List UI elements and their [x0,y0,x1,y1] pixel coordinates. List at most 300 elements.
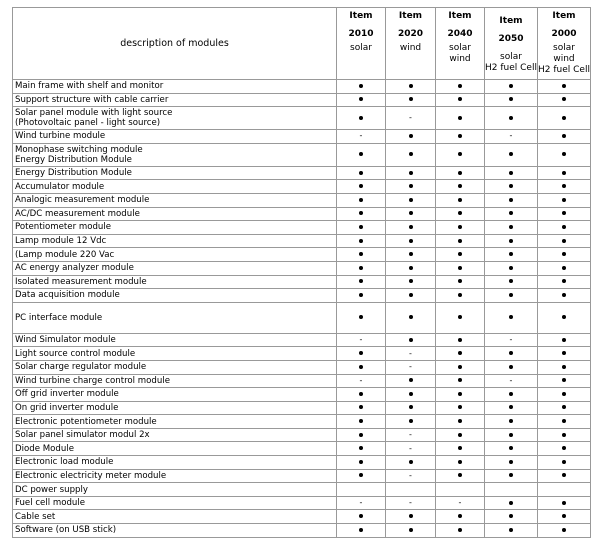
included-dot-icon [509,198,513,202]
availability-cell [386,333,436,347]
availability-cell [337,401,386,415]
availability-cell [386,193,436,207]
availability-cell [337,93,386,107]
included-dot-icon [409,378,413,382]
availability-cell [485,374,538,388]
table-row [13,275,591,289]
item-code: 2050 [498,34,524,44]
table-row [13,261,591,275]
availability-cell [436,510,485,524]
column-header [337,8,386,80]
included-dot-icon [509,293,513,297]
not-included-mark: - [458,498,462,508]
not-included-mark: - [409,113,412,123]
module-name: Solar panel module with light source (Photovoltaic panel - light source) [13,107,337,130]
availability-cell [337,207,386,221]
availability-cell [538,166,591,180]
availability-cell [337,388,386,402]
availability-cell [538,207,591,221]
availability-cell [386,374,436,388]
included-dot-icon [509,116,513,120]
availability-cell [485,248,538,262]
table-row [13,221,591,235]
included-dot-icon [359,225,363,229]
included-dot-icon [359,460,363,464]
included-dot-icon [562,501,566,505]
included-dot-icon [458,528,462,532]
included-dot-icon [458,473,462,477]
included-dot-icon [458,266,462,270]
availability-cell [436,456,485,470]
availability-cell [337,374,386,388]
included-dot-icon [458,315,462,319]
module-name: Support structure with cable carrier [13,93,337,107]
not-included-mark: - [359,335,363,345]
column-header [386,8,436,80]
included-dot-icon [562,378,566,382]
included-dot-icon [458,378,462,382]
availability-cell [337,415,386,429]
included-dot-icon [409,171,413,175]
included-dot-icon [359,171,363,175]
item-label: Item [398,11,423,21]
included-dot-icon [562,184,566,188]
table-row [13,80,591,94]
included-dot-icon [562,84,566,88]
availability-cell [386,207,436,221]
availability-cell [436,180,485,194]
availability-cell [386,289,436,303]
availability-cell [538,360,591,374]
availability-cell [386,524,436,538]
availability-cell [436,347,485,361]
included-dot-icon [458,446,462,450]
availability-cell [538,374,591,388]
included-dot-icon [509,501,513,505]
included-dot-icon [409,514,413,518]
availability-cell [386,388,436,402]
module-name: Isolated measurement module [13,275,337,289]
availability-cell [386,496,436,510]
availability-cell [436,80,485,94]
availability-cell [485,207,538,221]
included-dot-icon [458,293,462,297]
table-row [13,143,591,166]
included-dot-icon [562,315,566,319]
availability-cell [386,469,436,483]
included-dot-icon [562,152,566,156]
included-dot-icon [562,460,566,464]
availability-cell [436,289,485,303]
included-dot-icon [509,252,513,256]
table-row [13,510,591,524]
table-row [13,415,591,429]
included-dot-icon [458,460,462,464]
module-name: Fuel cell module [13,496,337,510]
table-row [13,248,591,262]
not-included-mark: - [359,375,363,385]
included-dot-icon [509,84,513,88]
included-dot-icon [359,473,363,477]
availability-cell [485,166,538,180]
table-row [13,388,591,402]
included-dot-icon [562,433,566,437]
included-dot-icon [509,225,513,229]
availability-cell [337,143,386,166]
availability-cell [436,333,485,347]
availability-cell [386,221,436,235]
availability-cell [386,80,436,94]
availability-cell [485,302,538,333]
included-dot-icon [509,446,513,450]
availability-cell [386,143,436,166]
module-name: Potentiometer module [13,221,337,235]
module-name: (Lamp module 220 Vac [13,248,337,262]
availability-cell [538,456,591,470]
included-dot-icon [409,211,413,215]
module-name: On grid inverter module [13,401,337,415]
availability-cell [386,275,436,289]
availability-cell [337,496,386,510]
table-row [13,207,591,221]
availability-cell [386,180,436,194]
column-header [538,8,591,80]
included-dot-icon [458,405,462,409]
included-dot-icon [359,198,363,202]
availability-cell [436,234,485,248]
availability-cell [485,130,538,144]
module-name: AC/DC measurement module [13,207,337,221]
included-dot-icon [458,116,462,120]
availability-cell [386,302,436,333]
included-dot-icon [359,514,363,518]
included-dot-icon [409,152,413,156]
table-row [13,456,591,470]
module-name: DC power supply [13,483,337,497]
availability-cell [386,401,436,415]
modules-table [12,7,591,538]
availability-cell [436,442,485,456]
module-name: Monophase switching module Energy Distribution Module [13,143,337,166]
included-dot-icon [409,252,413,256]
included-dot-icon [562,351,566,355]
item-type: solar wind [449,43,471,64]
included-dot-icon [562,211,566,215]
included-dot-icon [409,405,413,409]
module-name: AC energy analyzer module [13,261,337,275]
included-dot-icon [562,392,566,396]
availability-cell [485,456,538,470]
module-name: Off grid inverter module [13,388,337,402]
item-code: 2000 [551,29,577,39]
table-row [13,289,591,303]
module-name: Software (on USB stick) [13,524,337,538]
not-included-mark: - [509,375,513,385]
availability-cell [386,107,436,130]
included-dot-icon [458,419,462,423]
included-dot-icon [458,225,462,229]
module-name: Electronic load module [13,456,337,470]
included-dot-icon [458,279,462,283]
availability-cell [485,93,538,107]
included-dot-icon [509,514,513,518]
included-dot-icon [509,152,513,156]
availability-cell [485,496,538,510]
table-row [13,347,591,361]
item-code: 2010 [348,29,374,39]
availability-cell [436,401,485,415]
included-dot-icon [458,365,462,369]
availability-cell [538,524,591,538]
availability-cell [485,388,538,402]
availability-cell [337,193,386,207]
module-name: Light source control module [13,347,337,361]
included-dot-icon [562,252,566,256]
included-dot-icon [509,365,513,369]
availability-cell [337,510,386,524]
availability-cell [337,302,386,333]
availability-cell [386,261,436,275]
item-label: Item [552,11,576,21]
included-dot-icon [359,433,363,437]
included-dot-icon [562,198,566,202]
availability-cell [485,234,538,248]
availability-cell [436,261,485,275]
included-dot-icon [359,84,363,88]
availability-cell [436,524,485,538]
availability-cell [485,80,538,94]
included-dot-icon [458,239,462,243]
included-dot-icon [509,528,513,532]
included-dot-icon [562,225,566,229]
module-name: Electronic potentiometer module [13,415,337,429]
availability-cell [386,510,436,524]
not-included-mark: - [409,443,412,453]
availability-cell [337,360,386,374]
availability-cell [485,401,538,415]
table-header [13,8,591,80]
availability-cell [386,483,436,497]
availability-cell [436,374,485,388]
item-label: Item [448,11,472,21]
availability-cell [538,248,591,262]
included-dot-icon [359,239,363,243]
availability-cell [485,510,538,524]
availability-cell [538,388,591,402]
availability-cell [337,428,386,442]
included-dot-icon [458,152,462,156]
not-included-mark: - [359,498,363,508]
availability-cell [436,93,485,107]
module-name: Accumulator module [13,180,337,194]
table-row [13,234,591,248]
availability-cell [485,360,538,374]
included-dot-icon [562,97,566,101]
availability-cell [485,347,538,361]
item-type: solar [350,43,372,53]
availability-cell [436,496,485,510]
included-dot-icon [409,198,413,202]
availability-cell [485,180,538,194]
module-name: Wind Simulator module [13,333,337,347]
availability-cell [337,234,386,248]
availability-cell [485,415,538,429]
availability-cell [386,248,436,262]
included-dot-icon [509,97,513,101]
availability-cell [538,107,591,130]
item-label: Item [349,11,373,21]
included-dot-icon [409,97,413,101]
availability-cell [337,524,386,538]
availability-cell [436,275,485,289]
availability-cell [485,428,538,442]
availability-cell [337,166,386,180]
availability-cell [436,166,485,180]
included-dot-icon [562,528,566,532]
availability-cell [386,166,436,180]
not-included-mark: - [359,131,363,141]
table-row [13,360,591,374]
table-row [13,428,591,442]
not-included-mark: - [509,131,513,141]
module-name: Main frame with shelf and monitor [13,80,337,94]
availability-cell [436,360,485,374]
availability-cell [538,275,591,289]
included-dot-icon [359,279,363,283]
included-dot-icon [509,184,513,188]
table-row [13,93,591,107]
included-dot-icon [509,211,513,215]
item-type: solar wind H2 fuel Cell [538,43,590,75]
included-dot-icon [509,405,513,409]
included-dot-icon [359,351,363,355]
availability-cell [538,442,591,456]
availability-cell [485,289,538,303]
availability-cell [538,93,591,107]
included-dot-icon [458,97,462,101]
included-dot-icon [509,460,513,464]
availability-cell [485,143,538,166]
availability-cell [337,333,386,347]
included-dot-icon [409,315,413,319]
included-dot-icon [562,514,566,518]
included-dot-icon [458,514,462,518]
availability-cell [337,130,386,144]
included-dot-icon [458,433,462,437]
availability-cell [485,107,538,130]
included-dot-icon [409,134,413,138]
included-dot-icon [509,419,513,423]
included-dot-icon [458,338,462,342]
included-dot-icon [359,392,363,396]
availability-cell [337,469,386,483]
included-dot-icon [458,198,462,202]
availability-cell [485,483,538,497]
availability-cell [538,415,591,429]
column-header [436,8,485,80]
included-dot-icon [458,392,462,396]
availability-cell [538,180,591,194]
included-dot-icon [409,528,413,532]
included-dot-icon [359,184,363,188]
availability-cell [337,80,386,94]
included-dot-icon [562,338,566,342]
availability-cell [436,483,485,497]
module-name: Lamp module 12 Vdc [13,234,337,248]
included-dot-icon [562,116,566,120]
included-dot-icon [458,184,462,188]
table-body [13,80,591,538]
table-row [13,483,591,497]
included-dot-icon [562,293,566,297]
availability-cell [386,130,436,144]
availability-cell [386,442,436,456]
item-type: wind [399,43,422,53]
included-dot-icon [409,293,413,297]
table-row [13,130,591,144]
availability-cell [436,193,485,207]
availability-cell [485,442,538,456]
header-row [13,8,591,80]
availability-cell [337,180,386,194]
included-dot-icon [509,239,513,243]
included-dot-icon [409,84,413,88]
module-name: Energy Distribution Module [13,166,337,180]
availability-cell [337,261,386,275]
availability-cell [538,234,591,248]
module-name: Electronic electricity meter module [13,469,337,483]
availability-cell [436,302,485,333]
availability-cell [436,143,485,166]
included-dot-icon [509,315,513,319]
included-dot-icon [409,279,413,283]
availability-cell [386,93,436,107]
not-included-mark: - [409,430,412,440]
included-dot-icon [562,171,566,175]
included-dot-icon [409,239,413,243]
included-dot-icon [409,266,413,270]
availability-cell [436,469,485,483]
availability-cell [485,524,538,538]
included-dot-icon [562,473,566,477]
included-dot-icon [458,171,462,175]
module-name: Solar panel simulator modul 2x [13,428,337,442]
availability-cell [538,333,591,347]
availability-cell [337,347,386,361]
included-dot-icon [458,351,462,355]
availability-cell [337,275,386,289]
included-dot-icon [359,365,363,369]
module-name: Solar charge regulator module [13,360,337,374]
included-dot-icon [359,315,363,319]
table-row [13,166,591,180]
table-row [13,496,591,510]
availability-cell [337,248,386,262]
availability-cell [337,456,386,470]
included-dot-icon [562,446,566,450]
included-dot-icon [359,97,363,101]
not-included-mark: - [409,348,412,358]
included-dot-icon [359,528,363,532]
availability-cell [485,469,538,483]
availability-cell [386,360,436,374]
availability-cell [386,456,436,470]
table-row [13,180,591,194]
included-dot-icon [458,252,462,256]
included-dot-icon [509,392,513,396]
included-dot-icon [562,266,566,270]
availability-cell [436,207,485,221]
